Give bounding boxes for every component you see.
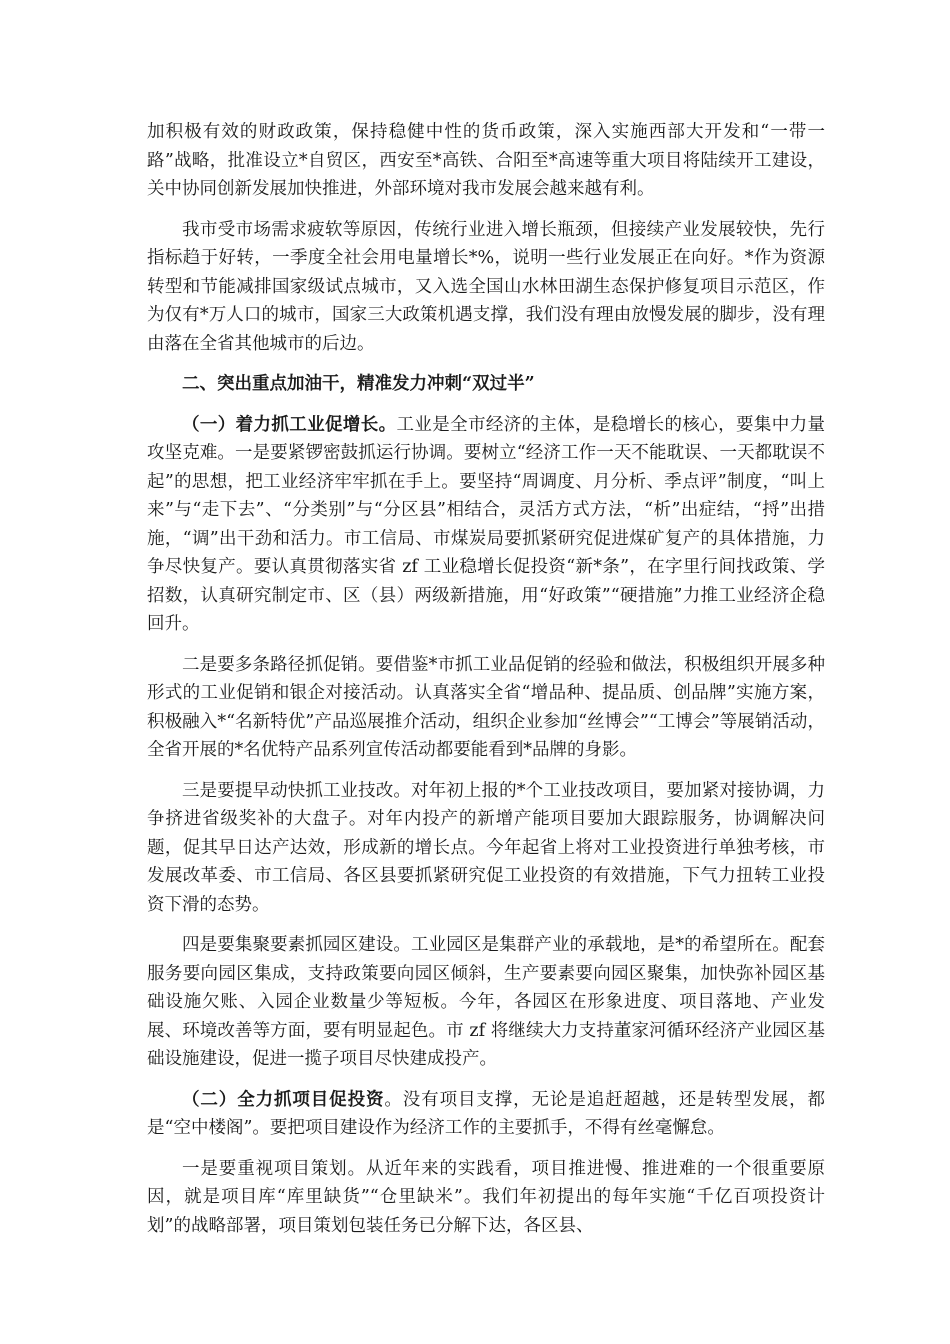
paragraph-project-planning: 一是要重视项目策划。从近年来的实践看，项目推进慢、推进难的一个很重要原因，就是项目库“库里缺货”“仓里缺米”。我们年初提出的每年实施“千亿百项投资计划”的战略部署，项目策划包装任务已分解下达，各区县、 xyxy=(147,1158,825,1236)
paragraph-industry-growth xyxy=(147,411,825,639)
section-heading: 二、突出重点加油干，精准发力冲刺“双过半” xyxy=(182,374,535,394)
paragraph-projects-text: 。没有项目支撑，无论是追赶超越，还是转型发展，都是“空中楼阁”。要把项目建设作为经济工作的主要抓手，不得有丝毫懈怠。 xyxy=(147,1089,826,1138)
paragraph-industrial-park: 四是要集聚要素抓园区建设。工业园区是集群产业的承载地，是*的希望所在。配套服务要向园区集成，支持政策要向园区倾斜，生产要素要向园区聚集，加快弥补园区基础设施欠账、入园企业数量少等短板。今年，各园区在形象进度、项目落地、产业发展、环境改善等方面，要有明显起色。市 zf 将继续大力支持董家河循环经济产业园区基础设施建设，促进一揽子项目尽快建成投产。 xyxy=(147,935,825,1069)
subheading-industry: （一）着力抓工业促增长。 xyxy=(182,414,397,435)
paragraph-external-environment: 加积极有效的财政政策，保持稳健中性的货币政策，深入实施西部大开发和“一带一路”战略，批准设立*自贸区，西安至*高铁、合阳至*高速等重大项目将陆续开工建设，关中协同创新发展加快推进，外部环境对我市发展会越来越有利。 xyxy=(147,122,825,199)
paragraph-industry-text: 工业是全市经济的主体，是稳增长的核心，要集中力量攻坚克难。一是要紧锣密鼓抓运行协调。要树立“经济工作一天不能耽误、一天都耽误不起”的思想，把工业经济牢牢抓在手上。要坚持“周调度、月分析、季点评”制度，“叫上来”与“走下去”、“分类别”与“分区县”相结合，灵活方式方法，“析”出症结，“捋”出措施，“调”出干劲和活力。市工信局、市煤炭局要抓紧研究促进煤矿复产的具体措施，力争尽快复产。要认真贯彻落实省 zf 工业稳增长促投资“新*条”，在字里行间找政策、学招数，认真研究制定市、区（县）两级新措施，用“好政策”“硬措施”力推工业经济企稳回升。 xyxy=(147,414,826,634)
subheading-projects: （二）全力抓项目促投资 xyxy=(182,1089,385,1110)
document-body xyxy=(147,118,825,1252)
paragraph-project-investment xyxy=(147,1086,825,1143)
paragraph-tech-upgrade: 三是要提早动快抓工业技改。对年初上报的*个工业技改项目，要加紧对接协调，力争挤进省级奖补的大盘子。对年内投产的新增产能项目要加大跟踪服务，协调解决问题，促其早日达产达效，形成新的增长点。今年起省上将对工业投资进行单独考核，市发展改革委、市工信局、各区县要抓紧研究促工业投资的有效措施，下气力扭转工业投资下滑的态势。 xyxy=(147,780,825,915)
paragraph-local-situation: 我市受市场需求疲软等原因，传统行业进入增长瓶颈，但接续产业发展较快，先行指标趋于好转，一季度全社会用电量增长*%，说明一些行业发展正在向好。*作为资源转型和节能减排国家级试点城市，又入选全国山水林田湖生态保护修复项目示范区，作为仅有*万人口的城市，国家三大政策机遇支撑，我们没有理由放慢发展的脚步，没有理由落在全省其他城市的后边。 xyxy=(147,219,825,354)
paragraph-promotion: 二是要多条路径抓促销。要借鉴*市抓工业品促销的经验和做法，积极组织开展多种形式的工业促销和银企对接活动。认真落实全省“增品种、提品质、创品牌”实施方案，积极融入*“名新特优”产品巡展推介活动，组织企业参加“丝博会”“工博会”等展销活动，全省开展的*名优特产品系列宣传活动都要能看到*品牌的身影。 xyxy=(147,654,825,760)
